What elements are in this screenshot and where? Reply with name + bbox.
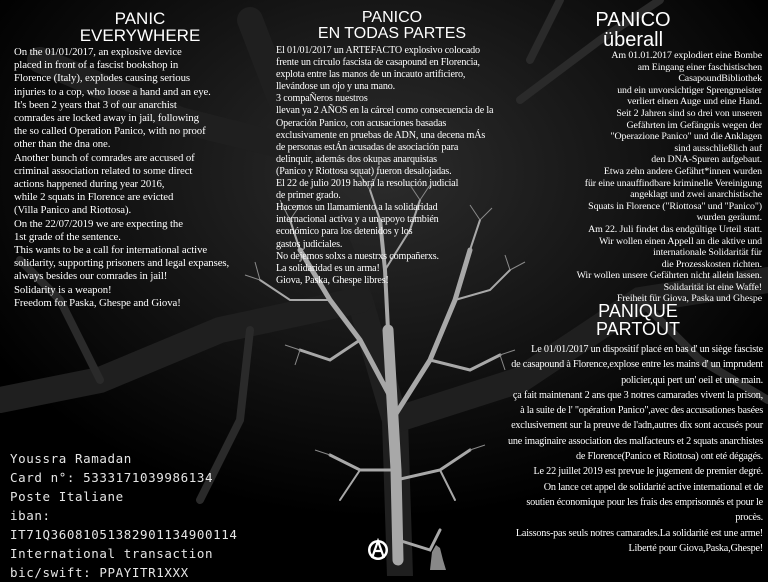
spanish-column [276,10,508,287]
spanish-body: El 01/01/2017 un ARTEFACTO explosivo colocado frente un círculo fascista de casapound en Florencia, explota entre las manos de un incauto artificiero, llevándose un ojo y una mano. 3 compaÑeros nuestros llevan ya 2 AÑOS en la cárcel como consecuencia de la Operación Panico, con acusaciones basadas exclusivamente en pruebas de ADN, una decena mÁs de personas estÁn acusadas de asociación para delinquir, además dos okupas anarquistas (Panico y Riottosa squat) fueron desalojadas. El 22 de julio 2019 habrá la resolución judicial de primer grado. Hacemos un llamamiento a la solidaridad internacional activa y a un apoyo también económico para los detenidos y los gastos judiciales. No dejemos solxs a nuestrxs compañerxs. La solidaridad es un arma! Giova, Paska, Ghespe libres! [276,45,494,286]
anarchy-a-icon [366,538,390,562]
english-title-line2: EVERYWHERE [79,26,201,45]
bank-card-number: Card n°: 5333171039986134 [10,470,214,485]
french-title [513,302,763,338]
spanish-title [276,10,508,42]
english-title [4,10,276,44]
french-column [503,302,763,556]
bic-swift: bic/swift: PPAYITR1XXX [10,565,189,580]
english-title-line1: PANIC [114,9,166,28]
iban-number: IT71Q36081051382901134900114 [10,527,238,542]
iban-label: iban: [10,508,51,523]
spanish-title-line2: EN TODAS PARTES [317,25,467,42]
french-body: Le 01/01/2017 un dispositif placé en bas d' un siège fasciste de casapound à Florence,explose entre les mains d' un imprudent policier,qui pert un' oeil et une main. ça fait maintenant 2 ans que 3 notres camarades vivent la prison, à la suite de l' "opération Panico",avec des accusationes basées exclusivement sur la preuve de l'adn,autres dix sont accusés pour une imaginaire association des malfacteurs et 2 squats anarchistes de Florence(Panico et Riottosa) ont eté dégagés. Le 22 juillet 2019 est prevue le jugement de premier degré. On lance cet appel de solidarité active international et de soutien économique pour les frais des emprisonnés et pour le procès. Laissons-pas seuls notres camarades.La solidarité est une arme! Liberté pour Giova,Paska,Ghespe! [508,344,763,554]
bank-account-name: Youssra Ramadan [10,451,132,466]
international-transaction-label: International transaction [10,546,214,561]
french-title-line1: PANIQUE [598,301,678,321]
bank-name: Poste Italiane [10,489,124,504]
german-body: Am 01.01.2017 explodiert eine Bombe am Eingang einer faschistischen CasapoundBibliothek und ein unvorsichtiger Sprengmeister verliert einen Auge und eine Hand. Seit 2 Jahren sind so drei von unseren Gefährten im Gefängnis wegen der "Operazione Panico" und die Anklagen sind ausschließlich auf den DNA-Spuren aufgebaut. Etwa zehn andere Gefährt*innen wurden für eine unauffindbare kriminelle Vereinigung angeklagt und zwei anarchistische Squats in Florence ("Riottosa" und "Panico") wurden geräumt. Am 22. Juli findet das endgültige Urteil statt. Wir wollen einen Appell an die aktive und internationale Solidarität für die Prozesskosten richten. Wir wollen unsere Gefährten nicht allein lassen. Solidarität ist eine Waffe! Freiheit für Giova, Paska und Ghespe [576,50,762,305]
german-title-line2: überall [602,29,664,51]
german-title [504,10,762,50]
french-title-line2: PARTOUT [595,319,680,339]
german-column [548,10,762,305]
german-title-line1: PANICO [595,9,671,31]
spanish-title-line1: PANICO [361,9,423,26]
english-column [14,10,276,310]
bank-details [10,449,340,582]
english-body: On the 01/01/2017, an explosive device placed in front of a fascist bookshop in Florence (Italy), explodes causing serious injuries to a cop, who loose a hand and an eye. It's been 2 years that 3 of our anarchist comrades are locked away in jail, following the so called Operation Panico, with no proof other than the dna one. Another bunch of comrades are accused of criminal association related to some direct actions happened during year 2016, while 2 squats in Florence are evicted (Villa Panico and Riottosa). On the 22/07/2019 we are expecting the 1st grade of the sentence. This wants to be a call for international active solidarity, supporting prisoners and legal expanses, always besides our comrades in jail! Solidarity is a weapon! Freedom for Paska, Ghespe and Giova! [14,46,230,309]
